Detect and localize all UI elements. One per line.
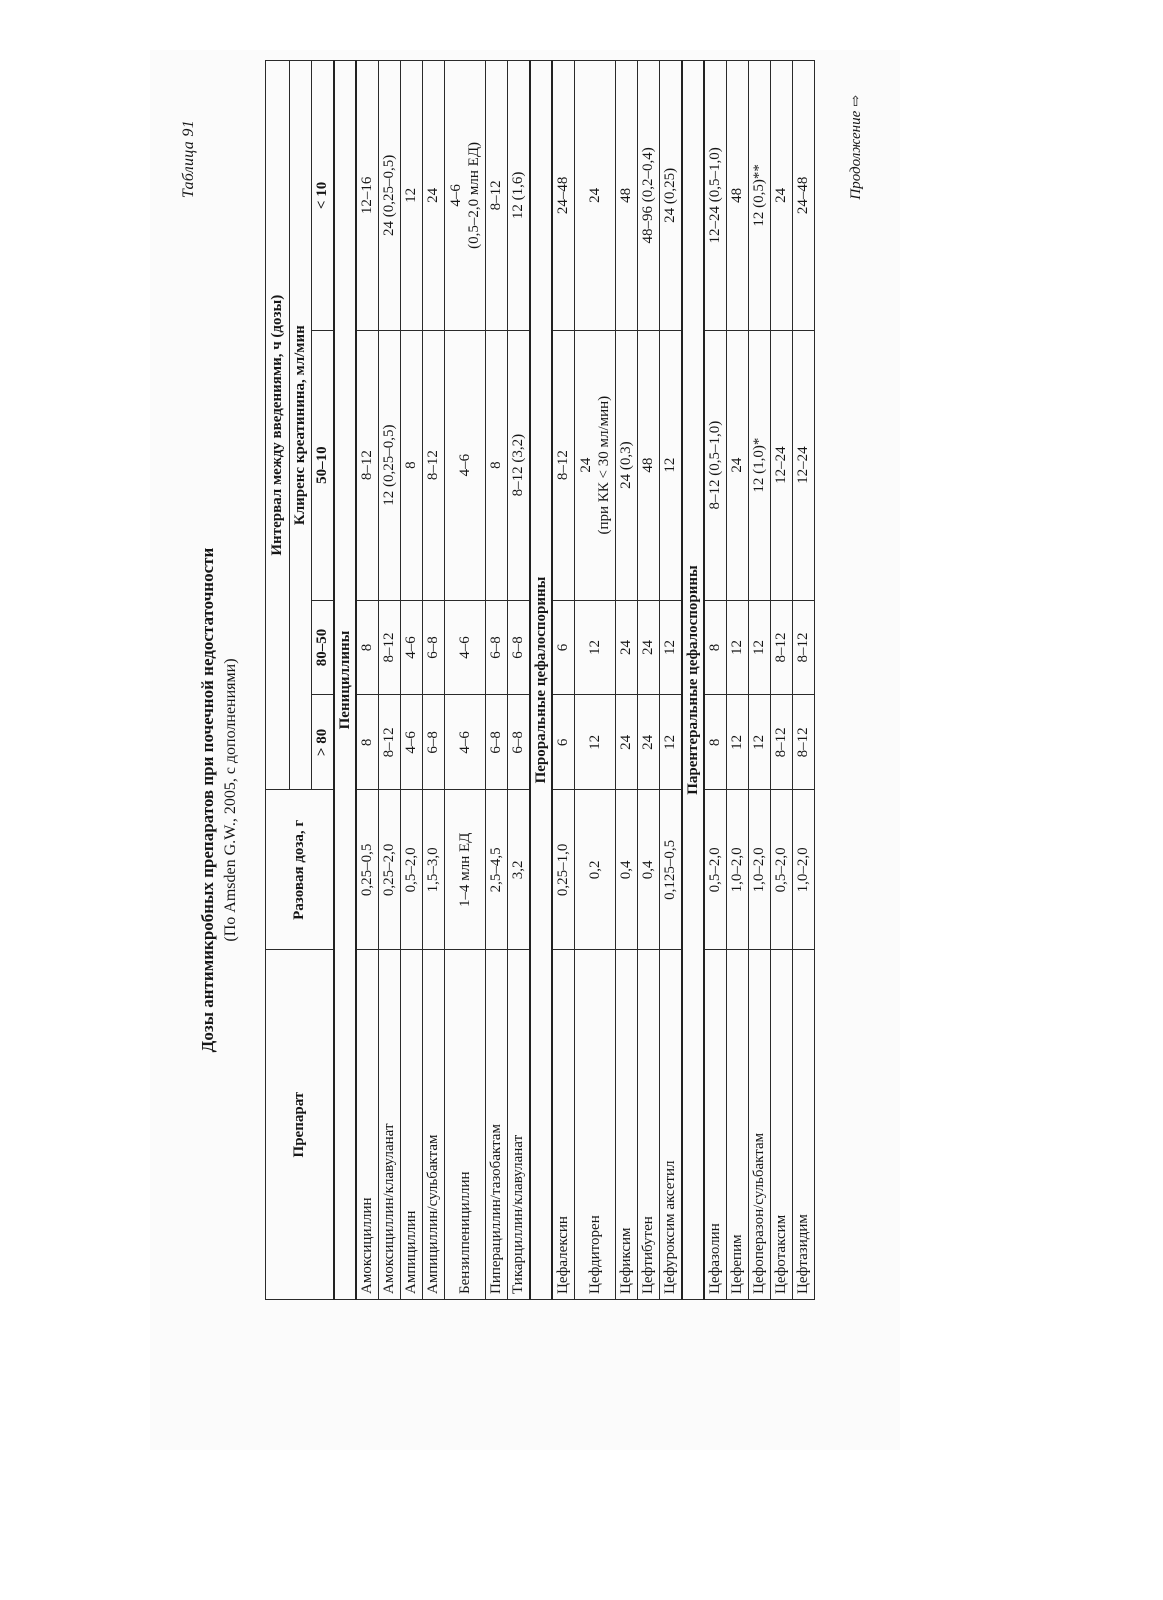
interval-gt80: 24	[615, 695, 637, 790]
interval-gt80: 12	[574, 695, 615, 790]
interval-80-50: 6	[552, 600, 575, 695]
group-title: Пероральные цефалоспорины	[530, 61, 552, 1300]
interval-50-10: 8–12	[356, 330, 379, 600]
drug-name: Бензилпенициллин	[444, 950, 485, 1300]
interval-gt80: 24	[637, 695, 659, 790]
interval-lt10-dose: (0,5–2,0 млн ЕД)	[465, 141, 482, 249]
group-row	[682, 61, 704, 1300]
interval-50-10: 12–24	[792, 330, 814, 600]
interval-50-10: 4–6	[444, 330, 485, 600]
single-dose: 0,5–2,0	[770, 790, 792, 950]
interval-50-10: 12 (0,25–0,5)	[378, 330, 400, 600]
group-row	[530, 61, 552, 1300]
interval-lt10: 48	[726, 61, 748, 331]
interval-lt10: 48–96 (0,2–0,4)	[637, 61, 659, 331]
interval-80-50: 12	[748, 600, 770, 695]
drug-name: Цефтазидим	[792, 950, 814, 1300]
drug-name: Цефтибутен	[637, 950, 659, 1300]
interval-lt10: 12–24 (0,5–1,0)	[704, 61, 727, 331]
interval-gt80: 8–12	[378, 695, 400, 790]
drug-name: Ампициллин	[400, 950, 422, 1300]
table-row	[748, 61, 770, 1300]
interval-50-10: 12–24	[770, 330, 792, 600]
interval-80-50: 4–6	[444, 600, 485, 695]
arrow-right-icon: ⇨	[849, 95, 864, 107]
drug-name: Цефотаксим	[770, 950, 792, 1300]
interval-lt10: 24	[770, 61, 792, 331]
interval-80-50: 8–12	[770, 600, 792, 695]
header-interval: Интервал между введениями, ч (дозы)	[266, 61, 290, 790]
interval-gt80: 6–8	[485, 695, 507, 790]
interval-gt80: 8	[704, 695, 727, 790]
single-dose: 0,5–2,0	[400, 790, 422, 950]
interval-80-50: 24	[637, 600, 659, 695]
drug-name: Пиперациллин/тазобактам	[485, 950, 507, 1300]
interval-50-10: 48	[637, 330, 659, 600]
table-subtitle: (По Amsden G.W., 2005, с дополнениями)	[222, 658, 239, 942]
table-row	[726, 61, 748, 1300]
interval-lt10: 24	[422, 61, 444, 331]
interval-80-50: 8–12	[792, 600, 814, 695]
drug-name: Цефепим	[726, 950, 748, 1300]
single-dose: 3,2	[507, 790, 530, 950]
interval-80-50: 6–8	[507, 600, 530, 695]
interval-lt10: 24	[574, 61, 615, 331]
table-row	[574, 61, 615, 1300]
interval-lt10: 12 (1,6)	[507, 61, 530, 331]
interval-80-50: 6–8	[485, 600, 507, 695]
interval-gt80: 4–6	[400, 695, 422, 790]
single-dose: 0,125–0,5	[659, 790, 682, 950]
table-row	[615, 61, 637, 1300]
table-row	[400, 61, 422, 1300]
interval-lt10: 12 (0,5)**	[748, 61, 770, 331]
interval-lt10: 4–6	[447, 184, 464, 207]
interval-lt10-cell	[444, 61, 485, 331]
interval-gt80: 12	[748, 695, 770, 790]
interval-gt80: 12	[659, 695, 682, 790]
interval-gt80: 6	[552, 695, 575, 790]
table-row	[444, 61, 485, 1300]
interval-80-50: 12	[659, 600, 682, 695]
interval-80-50: 8–12	[378, 600, 400, 695]
interval-lt10: 24 (0,25–0,5)	[378, 61, 400, 331]
single-dose: 0,4	[637, 790, 659, 950]
drug-name: Цефиксим	[615, 950, 637, 1300]
interval-50-10: 24	[577, 457, 594, 473]
header-col-lt10: < 10	[312, 61, 334, 331]
header-single-dose: Разовая доза, г	[266, 790, 334, 950]
table-row	[552, 61, 575, 1300]
drug-name: Цефуроксим аксетил	[659, 950, 682, 1300]
drug-name: Цефалексин	[552, 950, 575, 1300]
interval-50-10: 24 (0,3)	[615, 330, 637, 600]
interval-lt10: 24 (0,25)	[659, 61, 682, 331]
single-dose: 1–4 млн ЕД	[444, 790, 485, 950]
interval-gt80: 8–12	[792, 695, 814, 790]
drug-name: Цефоперазон/сульбактам	[748, 950, 770, 1300]
interval-lt10: 12–16	[356, 61, 379, 331]
interval-80-50: 6–8	[422, 600, 444, 695]
interval-80-50: 12	[574, 600, 615, 695]
drug-name: Цефазолин	[704, 950, 727, 1300]
interval-gt80: 6–8	[507, 695, 530, 790]
interval-50-10-note: (при КК < 30 мл/мин)	[595, 395, 612, 535]
single-dose: 1,5–3,0	[422, 790, 444, 950]
interval-50-10: 8–12	[552, 330, 575, 600]
table-row	[770, 61, 792, 1300]
interval-lt10: 8–12	[485, 61, 507, 331]
interval-80-50: 4–6	[400, 600, 422, 695]
drug-name: Цефдиторен	[574, 950, 615, 1300]
single-dose: 0,4	[615, 790, 637, 950]
interval-50-10-cell	[574, 330, 615, 600]
continue-label: Продолжение	[848, 110, 864, 200]
interval-gt80: 8	[356, 695, 379, 790]
table-row	[637, 61, 659, 1300]
interval-50-10: 12 (1,0)*	[748, 330, 770, 600]
drug-name: Ампициллин/сульбактам	[422, 950, 444, 1300]
drug-name: Амоксициллин	[356, 950, 379, 1300]
table-row	[422, 61, 444, 1300]
interval-50-10: 24	[726, 330, 748, 600]
single-dose: 0,2	[574, 790, 615, 950]
single-dose: 1,0–2,0	[792, 790, 814, 950]
interval-80-50: 8	[356, 600, 379, 695]
interval-50-10: 8	[400, 330, 422, 600]
interval-80-50: 12	[726, 600, 748, 695]
single-dose: 0,25–2,0	[378, 790, 400, 950]
interval-50-10: 12	[659, 330, 682, 600]
continue-note	[848, 95, 865, 200]
interval-gt80: 6–8	[422, 695, 444, 790]
header-col-80-50: 80–50	[312, 600, 334, 695]
header-col-50-10: 50–10	[312, 330, 334, 600]
interval-lt10: 12	[400, 61, 422, 331]
header-col-gt80: > 80	[312, 695, 334, 790]
interval-lt10: 24–48	[792, 61, 814, 331]
table-title: Дозы антимикробных препаратов при почечной недостаточности	[198, 547, 217, 1053]
interval-gt80: 8–12	[770, 695, 792, 790]
group-row	[334, 61, 356, 1300]
interval-50-10: 8	[485, 330, 507, 600]
header-drug: Препарат	[266, 950, 334, 1300]
table-row	[378, 61, 400, 1300]
dose-table	[265, 60, 815, 1300]
interval-50-10: 8–12 (0,5–1,0)	[704, 330, 727, 600]
interval-80-50: 8	[704, 600, 727, 695]
single-dose: 1,0–2,0	[726, 790, 748, 950]
table-number-label: Таблица 91	[180, 120, 197, 199]
single-dose: 0,25–0,5	[356, 790, 379, 950]
interval-50-10: 8–12	[422, 330, 444, 600]
table-row	[704, 61, 727, 1300]
table-row	[485, 61, 507, 1300]
drug-name: Амоксициллин/клавуланат	[378, 950, 400, 1300]
group-title: Пенициллины	[334, 61, 356, 1300]
interval-50-10: 8–12 (3,2)	[507, 330, 530, 600]
header-clearance: Клиренс креатинина, мл/мин	[290, 61, 312, 790]
interval-gt80: 12	[726, 695, 748, 790]
group-title: Парентеральные цефалоспорины	[682, 61, 704, 1300]
interval-lt10: 24–48	[552, 61, 575, 331]
interval-gt80: 4–6	[444, 695, 485, 790]
single-dose: 1,0–2,0	[748, 790, 770, 950]
table-row	[659, 61, 682, 1300]
table-row	[792, 61, 814, 1300]
table-row	[507, 61, 530, 1300]
interval-lt10: 48	[615, 61, 637, 331]
table-row	[356, 61, 379, 1300]
interval-80-50: 24	[615, 600, 637, 695]
single-dose: 2,5–4,5	[485, 790, 507, 950]
drug-name: Тикарциллин/клавуланат	[507, 950, 530, 1300]
single-dose: 0,5–2,0	[704, 790, 727, 950]
single-dose: 0,25–1,0	[552, 790, 575, 950]
